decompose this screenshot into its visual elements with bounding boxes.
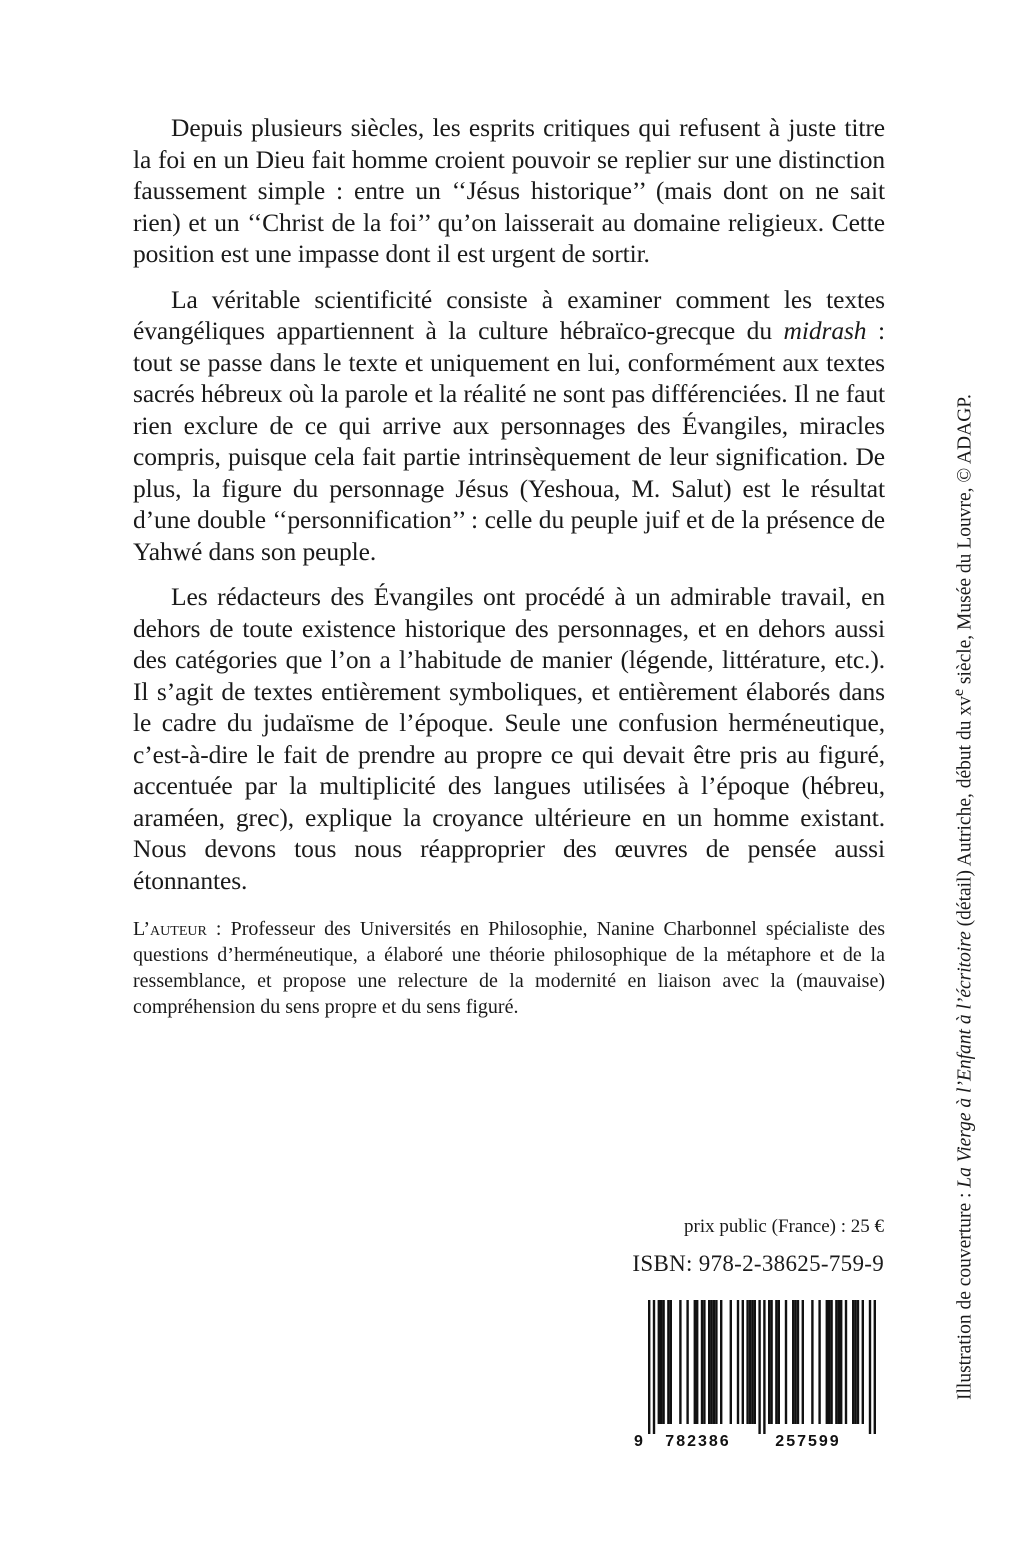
barcode-bar [713, 1300, 715, 1424]
barcode-bar [686, 1300, 688, 1424]
barcode-bar [715, 1300, 717, 1424]
barcode-bar [828, 1300, 830, 1424]
barcode-bar [720, 1300, 722, 1424]
barcode-bar [758, 1300, 760, 1434]
barcode-bar [742, 1300, 744, 1424]
author-bio [133, 916, 885, 1020]
barcode-bar [653, 1300, 655, 1434]
isbn-barcode [628, 1296, 884, 1450]
isbn-label: ISBN: 978-2-38625-759-9 [632, 1251, 884, 1276]
barcode-bar [754, 1300, 756, 1424]
barcode-bar [703, 1300, 705, 1424]
barcode-bar [770, 1300, 772, 1424]
barcode-bar [811, 1300, 813, 1424]
barcode-bar [710, 1300, 712, 1424]
paragraph-3: Les rédacteurs des Évangiles ont procédé à un admirable travail, en dehors de toute existence historique des personnages, et en dehors aussi des catégories que l’on a l’habitude de manier (légende, littérature, etc.). Il s’agit de textes entièrement symboliques, et entièrement élaborés dans le cadre du judaïsme de l’époque. Seule une confusion herméneutique, c’est-à-dire le fait de prendre au propre ce qui devait être pris au figuré, accentuée par la multiplicité des langues utilisées à l’époque (hébreu, araméen, grec), explique la croyance ultérieure en un homme existant. Nous devons tous nous réapproprier des œuvres de pensée aussi étonnantes. [133, 582, 885, 895]
midrash-term: midrash [783, 316, 867, 345]
barcode-graphic [628, 1296, 884, 1450]
barcode-bar [694, 1300, 696, 1424]
barcode-bar [662, 1300, 664, 1424]
barcode-digit-lead: 9 [634, 1433, 643, 1450]
paragraph-2-end: : tout se passe dans le texte et uniquement en lui, conformément aux textes sacrés hébreux où la parole et la réalité ne sont pas différenciées. Il ne faut rien exclure de ce qui arrive aux personnages des Évangiles, miracles compris, puisque cela fait partie intrinsèquement de leur signification. De plus, la figure du personnage Jésus (Yeshoua, M. Salut) est le résultat d’une double ‘‘personnification’’ : celle du peuple juif et de la présence de Yahwé dans son peuple. [133, 316, 886, 566]
barcode-bar [696, 1300, 698, 1424]
paragraph-2-start: La véritable scientificité consiste à examiner comment les textes évangéliques appartiennent à la culture hébraïco-grecque du [133, 284, 885, 345]
barcode-bar [708, 1300, 710, 1424]
barcode-bar [658, 1300, 660, 1424]
barcode-bar [749, 1300, 751, 1424]
price-label: prix public (France) : 25 € [684, 1216, 884, 1237]
barcode-bar [737, 1300, 739, 1424]
barcode-bar [830, 1300, 832, 1424]
barcode-bar [869, 1300, 871, 1434]
barcode-bar [874, 1300, 876, 1434]
barcode-bar [730, 1300, 732, 1424]
credit-century-sup: e [949, 688, 967, 697]
barcode-bar [746, 1300, 748, 1424]
barcode-bar [854, 1300, 856, 1424]
barcode-bar [818, 1300, 820, 1424]
barcode-bar [751, 1300, 753, 1424]
barcode-bar [648, 1300, 650, 1434]
barcode-bar [679, 1300, 681, 1424]
barcode-bar [667, 1300, 669, 1424]
barcode-bar [845, 1300, 847, 1424]
barcode-bar [835, 1300, 837, 1424]
cover-illustration-credit [946, 100, 978, 1400]
credit-end: siècle, Musée du Louvre, © ADAGP. [954, 394, 976, 689]
barcode-bar [794, 1300, 796, 1424]
barcode-bar [840, 1300, 842, 1424]
barcode-bar [802, 1300, 804, 1424]
barcode-bar [775, 1300, 777, 1424]
barcode-bar [768, 1300, 770, 1424]
barcode-digits-left: 782386 [665, 1433, 731, 1450]
credit-details: (détail) Autriche, début du xv [954, 696, 976, 932]
barcode-bar [763, 1300, 765, 1434]
barcode-bar [792, 1300, 794, 1424]
barcode-bar [660, 1300, 662, 1424]
credit-prefix: Illustration de couverture : [954, 1187, 976, 1400]
back-cover-text [133, 112, 885, 1020]
paragraph-2 [133, 284, 885, 568]
barcode-bar [852, 1300, 854, 1424]
barcode-bar [778, 1300, 780, 1424]
barcode-bar [701, 1300, 703, 1424]
credit-artwork-title: La Vierge à l’Enfant à l’écritoire [954, 931, 976, 1188]
barcode-bar [826, 1300, 828, 1424]
barcode-bar [785, 1300, 787, 1424]
barcode-bar [797, 1300, 799, 1424]
paragraph-1: Depuis plusieurs siècles, les esprits critiques qui refusent à juste titre la foi en un Dieu fait homme croient pouvoir se replier sur une distinction faussement simple : entre un ‘‘Jésus historique’’ (mais dont on ne sait rien) et un ‘‘Christ de la foi’’ qu’on laisserait au domaine religieux. Cette position est une impasse dont il est urgent de sortir. [133, 113, 885, 268]
barcode-bar [670, 1300, 672, 1424]
author-text: : Professeur des Universités en Philosophie, Nanine Charbonnel spécialiste des questions d’herméneutique, a élaboré une théorie philosophique de la métaphore et de la ressemblance, et propose une relecture de la modernité en liaison avec la (mauvaise) compréhension du sens propre et du sens figuré. [133, 918, 885, 1018]
barcode-digits-right: 257599 [775, 1433, 841, 1450]
barcode-bar [862, 1300, 864, 1424]
author-label: L’auteur [133, 918, 207, 940]
barcode-bar [838, 1300, 840, 1424]
barcode-bar [857, 1300, 859, 1424]
